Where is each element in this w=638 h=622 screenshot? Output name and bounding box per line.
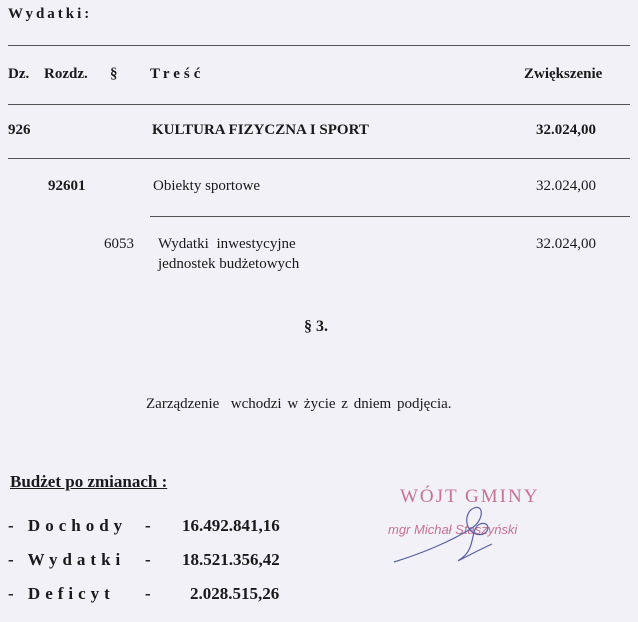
summary-dochody-dash: - xyxy=(145,516,156,535)
row-desc-92601: Obiekty sportowe xyxy=(153,178,261,194)
stamp-name: mgr Michał Staszyński xyxy=(388,522,518,537)
row-desc-6053-line2: jednostek budżetowych xyxy=(158,256,300,272)
header-zwiekszenie: Zwiększenie xyxy=(524,66,603,82)
row-code-926: 926 xyxy=(8,122,31,138)
summary-deficyt-value: 2.028.515,26 xyxy=(190,584,280,603)
divider xyxy=(8,104,630,105)
row-amount-6053: 32.024,00 xyxy=(536,236,596,252)
row-code-92601: 92601 xyxy=(48,178,86,194)
closing-text: Zarządzenie wchodzi w życie z dniem podjęcia. xyxy=(146,396,452,412)
header-tresc: Treść xyxy=(150,66,205,82)
row-desc-926: KULTURA FIZYCZNA I SPORT xyxy=(152,122,369,138)
header-rozdz: Rozdz. xyxy=(44,66,88,82)
summary-wydatki-label: - Wydatki xyxy=(8,550,126,569)
summary-deficyt-label: - Deficyt xyxy=(8,584,115,603)
summary-wydatki-dash: - xyxy=(145,550,156,569)
summary-title: Budżet po zmianach : xyxy=(10,472,168,491)
section-title: Wydatki: xyxy=(8,6,93,22)
stamp-title: WÓJT GMINY xyxy=(400,486,540,507)
paragraph-label: § 3. xyxy=(304,318,328,335)
header-paragraph: § xyxy=(110,66,118,82)
row-code-6053: 6053 xyxy=(104,236,134,252)
divider xyxy=(8,45,630,46)
header-dz: Dz. xyxy=(8,66,30,82)
summary-wydatki-value: 18.521.356,42 xyxy=(182,550,280,569)
divider xyxy=(8,158,630,159)
summary-dochody-label: - Dochody xyxy=(8,516,128,535)
divider xyxy=(150,216,630,217)
signature xyxy=(380,484,530,574)
row-amount-92601: 32.024,00 xyxy=(536,178,596,194)
row-amount-926: 32.024,00 xyxy=(536,122,596,138)
row-desc-6053-line1: Wydatki inwestycyjne xyxy=(158,236,296,252)
summary-dochody-value: 16.492.841,16 xyxy=(182,516,280,535)
summary-deficyt-dash: - xyxy=(145,584,156,603)
